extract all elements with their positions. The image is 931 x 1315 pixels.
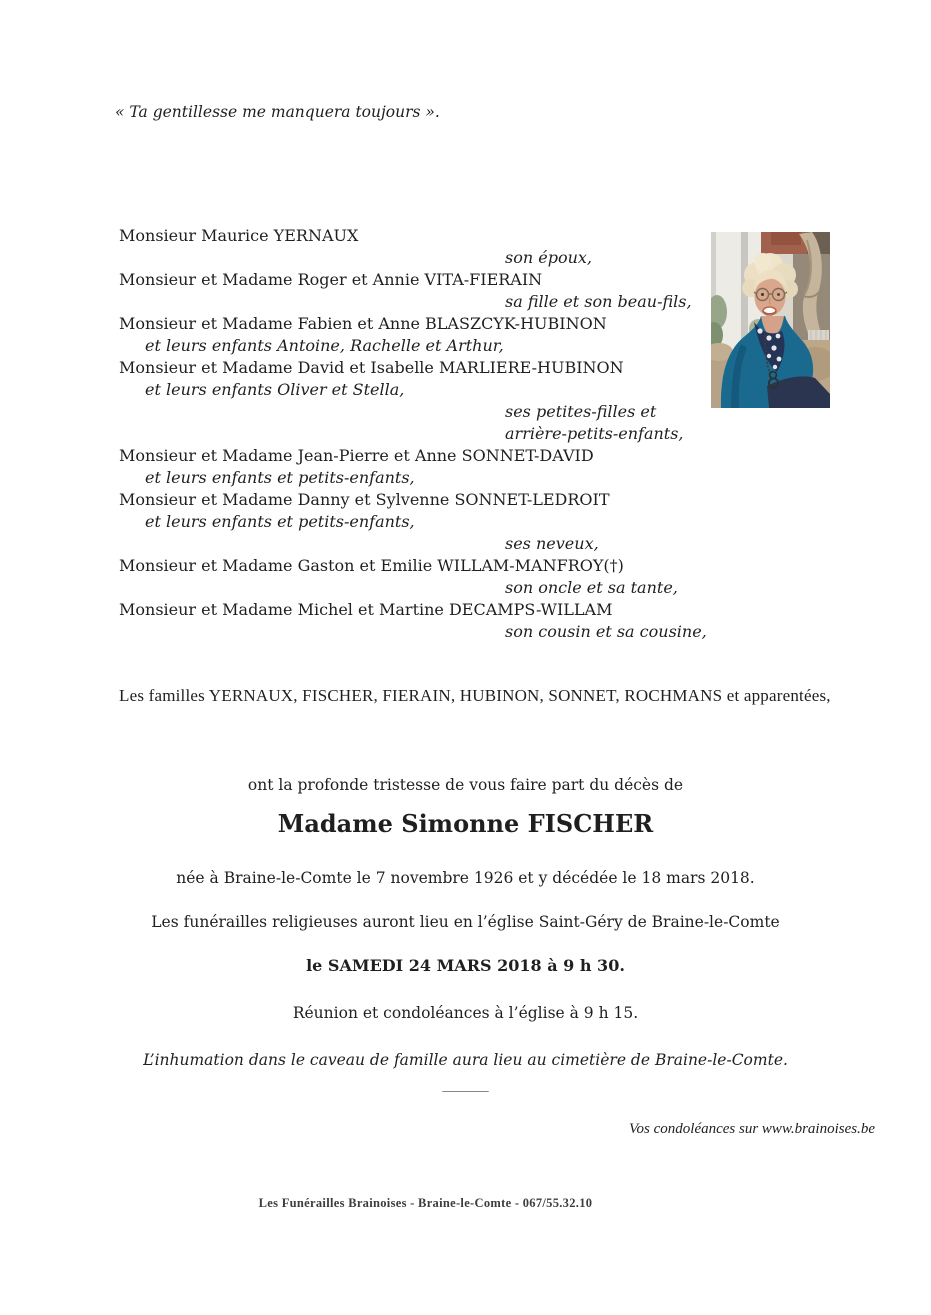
announcement-intro: ont la profonde tristesse de vous faire part du décès de [247, 776, 684, 794]
birth-death-line: née à Braine-le-Comte le 7 novembre 1926 et y décédée le 18 mars 2018. [176, 869, 755, 887]
condolences-website-line: Vos condoléances sur www.brainoises.be [629, 1121, 875, 1137]
children-line: et leurs enfants Antoine, Rachelle et Arthur, [145, 336, 504, 355]
memorial-quote: « Ta gentillesse me manquera toujours ». [115, 103, 440, 121]
relation-line: son époux, [505, 248, 592, 267]
family-member-line: Monsieur et Madame David et Isabelle MARLIERE-HUBINON [119, 358, 624, 377]
relation-line: arrière-petits-enfants, [505, 424, 684, 443]
family-member-line: Monsieur et Madame Jean-Pierre et Anne SONNET-DAVID [119, 446, 594, 465]
funeral-datetime-line: le SAMEDI 24 MARS 2018 à 9 h 30. [306, 956, 625, 975]
funeral-home-footer: Les Funérailles Brainoises - Braine-le-Comte - 067/55.32.10 [258, 1196, 593, 1210]
family-member-line: Monsieur et Madame Gaston et Emilie WILLAM-MANFROY(†) [119, 556, 624, 575]
burial-line: L’inhumation dans le caveau de famille aura lieu au cimetière de Braine-le-Comte. [143, 1051, 788, 1069]
relation-line: ses petites-filles et [505, 402, 657, 421]
children-line: et leurs enfants Oliver et Stella, [145, 380, 405, 399]
family-members-list [0, 225, 931, 643]
families-summary: Les familles YERNAUX, FISCHER, FIERAIN, HUBINON, SONNET, ROCHMANS et apparentées, [119, 686, 831, 705]
family-member-line: Monsieur et Madame Michel et Martine DECAMPS-WILLAM [119, 600, 613, 619]
family-member-line: Monsieur et Madame Roger et Annie VITA-FIERAIN [119, 270, 543, 289]
children-line: et leurs enfants et petits-enfants, [145, 512, 415, 531]
gathering-line: Réunion et condoléances à l’église à 9 h 15. [292, 1004, 639, 1022]
separator-rule: ______ [442, 1074, 489, 1092]
family-member-line: Monsieur et Madame Fabien et Anne BLASZCYK-HUBINON [119, 314, 607, 333]
family-member-line: Monsieur Maurice YERNAUX [119, 226, 359, 245]
funeral-location-line: Les funérailles religieuses auront lieu en l’église Saint-Géry de Braine-le-Comte [151, 913, 780, 931]
children-line: et leurs enfants et petits-enfants, [145, 468, 415, 487]
relation-line: son oncle et sa tante, [505, 578, 678, 597]
relation-line: ses neveux, [505, 534, 599, 553]
deceased-name: Madame Simonne FISCHER [277, 809, 654, 838]
family-member-line: Monsieur et Madame Danny et Sylvenne SONNET-LEDROIT [119, 490, 610, 509]
relation-line: sa fille et son beau-fils, [505, 292, 692, 311]
relation-line: son cousin et sa cousine, [505, 622, 707, 641]
